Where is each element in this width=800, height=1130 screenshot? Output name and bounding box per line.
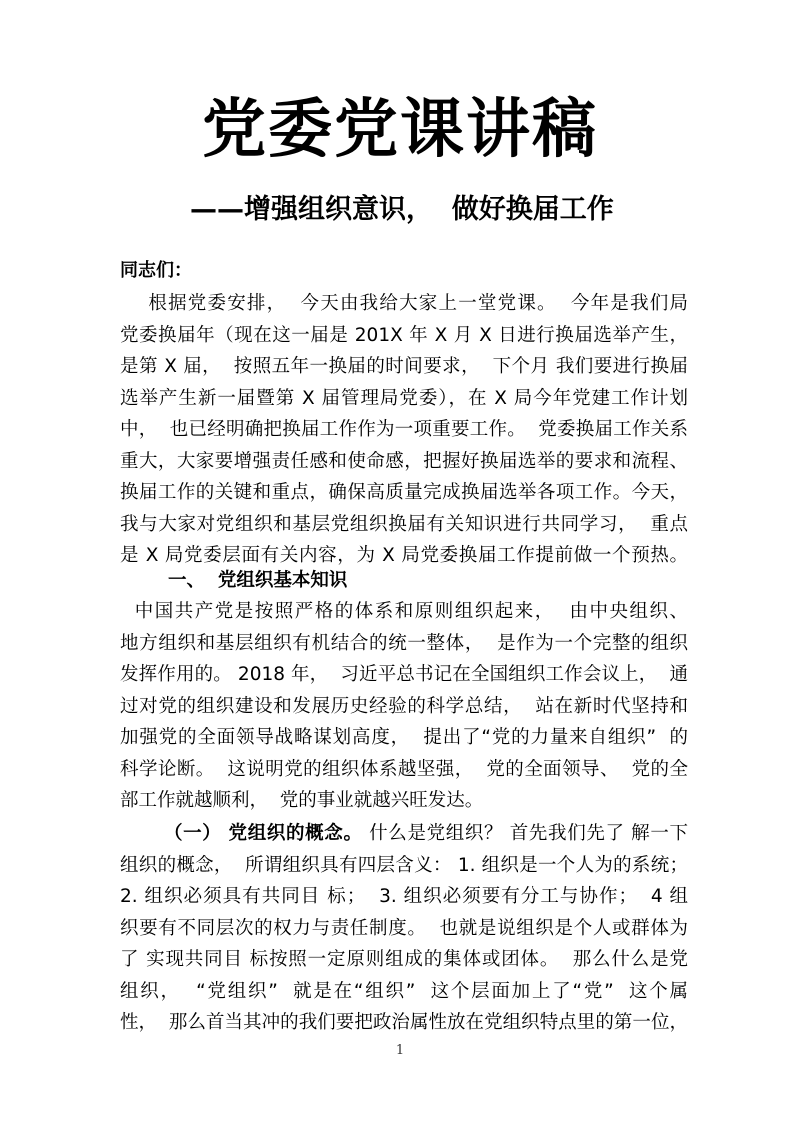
paragraph-line: 了 实现共同目 标按照一定原则组成的集体或团体。 那么什么是党 [120, 949, 688, 970]
paragraph-line: 党委换届年（现在这一届是 201X 年 X 月 X 日进行换届选举产生， [120, 324, 688, 346]
paragraph-line: 发挥作用的。 2018 年， 习近平总书记在全国组织工作会议上， 通 [120, 664, 688, 685]
paragraph-subsection1 [120, 818, 688, 1039]
paragraph-line: 过对党的组织建设和发展历史经验的科学总结， 站在新时代坚持和 [120, 695, 688, 717]
paragraph-line: 换届工作的关键和重点，确保高质量完成换届选举各项工作。今天， [120, 482, 688, 503]
paragraph-line: 地方组织和基层组织有机结合的统一整体， 是作为一个完整的组织 [120, 632, 688, 654]
paragraph-line: 是 X 局党委层面有关内容，为 X 局党委换届工作提前做一个预热。 [120, 545, 688, 566]
paragraph-line: 选举产生新一届暨第 X 届管理局党委），在 X 局今年党建工作计划 [120, 387, 688, 409]
paragraph-line [120, 818, 688, 850]
paragraph-intro [120, 288, 688, 572]
paragraph-section1 [120, 596, 688, 817]
paragraph-line: 根据党委安排， 今天由我给大家上一堂党课。 今年是我们局 [120, 293, 688, 314]
paragraph-line: 科学论断。 这说明党的组织体系越坚强， 党的全面领导、 党的全 [120, 758, 688, 780]
paragraph-line: 重大，大家要增强责任感和使命感，把握好换届选举的要求和流程、 [120, 450, 688, 472]
paragraph-line: 中国共产党是按照严格的体系和原则组织起来， 由中央组织、 [120, 601, 688, 622]
paragraph-line: 是第 X 届， 按照五年一换届的时间要求， 下个月 我们要进行换届 [120, 356, 688, 377]
document-title: 党委党课讲稿 [202, 93, 598, 167]
paragraph-line: 组织的概念， 所谓组织具有四层含义： 1. 组织是一个人为的系统； [120, 854, 688, 876]
salutation: 同志们： [120, 260, 192, 281]
paragraph-line: 我与大家对党组织和基层党组织换届有关知识进行共同学习， 重点 [120, 513, 688, 535]
paragraph-line: 部工作就越顺利， 党的事业就越兴旺发达。 [120, 790, 484, 811]
paragraph-line: 性， 那么首当其冲的我们要把政治属性放在党组织特点里的第一位， [120, 1012, 688, 1033]
paragraph-line: 加强党的全面领导战略谋划高度， 提出了“党的力量来自组织” 的 [120, 727, 688, 748]
paragraph-line: 组织， “党组织” 就是在“组织” 这个层面加上了“党” 这个属 [120, 980, 688, 1002]
subsection-text: 什么是党组织？ 首先我们先了 解一下 [362, 823, 688, 844]
section-heading: 一、 党组织基本知识 [168, 570, 348, 591]
paragraph-line: 中， 也已经明确把换届工作作为一项重要工作。 党委换届工作关系 [120, 419, 688, 440]
paragraph-line: 织要有不同层次的权力与责任制度。 也就是说组织是个人或群体为 [120, 917, 688, 939]
paragraph-line: 2. 组织必须具有共同目 标； 3. 组织必须要有分工与协作； 4 组 [120, 886, 688, 907]
page-number: 1 [395, 1043, 405, 1058]
document-subtitle: ——增强组织意识， 做好换届工作 [190, 194, 614, 225]
subsection-heading: （一） 党组织的概念。 [164, 823, 363, 844]
